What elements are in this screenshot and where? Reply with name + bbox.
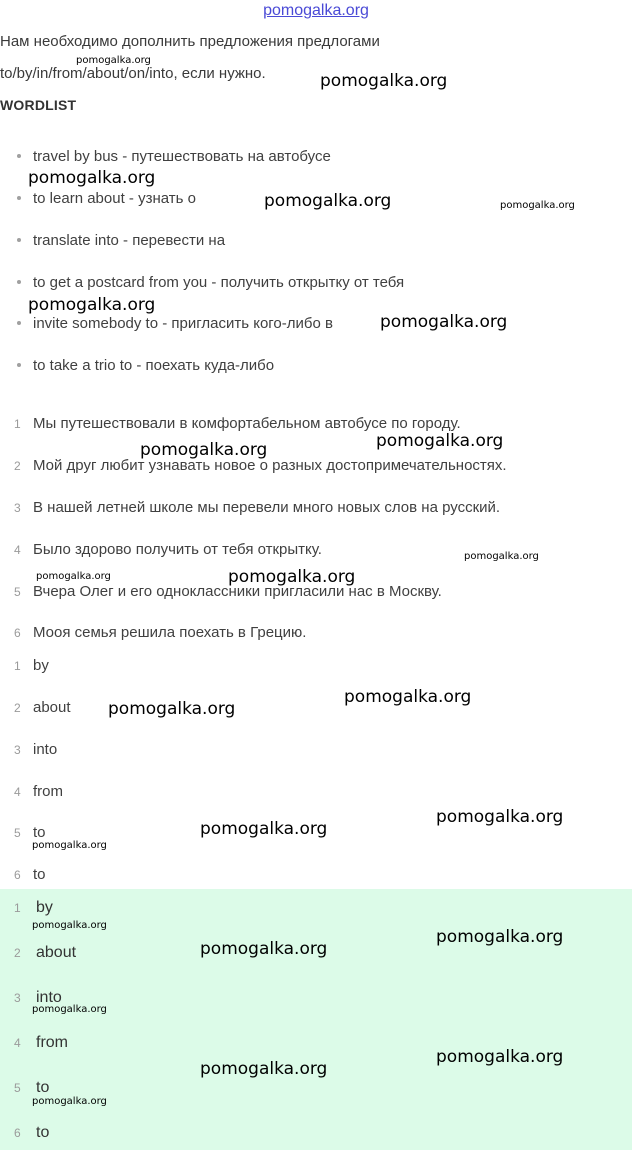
watermark: pomogalka.org	[436, 807, 564, 827]
wordlist-heading: WORDLIST	[0, 97, 77, 113]
sentence-row: 2 Мой друг любит узнавать новое о разных достопримечательностях.	[14, 457, 507, 474]
highlighted-answer-row: 5 to	[14, 1079, 50, 1096]
watermark: pomogalka.org	[200, 939, 328, 959]
watermark: pomogalka.org	[228, 567, 356, 587]
watermark: pomogalka.org	[500, 200, 575, 211]
bullet-icon	[17, 363, 21, 367]
wordlist-item: to get a postcard from you - получить открытку от тебя	[17, 274, 404, 291]
watermark: pomogalka.org	[32, 1004, 107, 1015]
watermark: pomogalka.org	[28, 168, 156, 188]
watermark: pomogalka.org	[344, 687, 472, 707]
highlighted-answer-row: 2 about	[14, 944, 77, 961]
answer-row: 4 from	[14, 783, 63, 800]
watermark: pomogalka.org	[140, 440, 268, 460]
sentence-row: 4 Было здорово получить от тебя открытку.	[14, 541, 322, 558]
watermark: pomogalka.org	[32, 840, 107, 851]
watermark: pomogalka.org	[36, 571, 111, 582]
sentence-row: 1 Мы путешествовали в комфортабельном автобусе по городу.	[14, 415, 461, 432]
watermark: pomogalka.org	[464, 551, 539, 562]
sentence-row: 3 В нашей летней школе мы перевели много новых слов на русский.	[14, 499, 501, 516]
highlighted-answer-row: 4 from	[14, 1034, 68, 1051]
answer-row: 5 to	[14, 824, 46, 841]
answer-row: 2 about	[14, 699, 71, 716]
sentence-row: 6 Мооя семья решила поехать в Грецию.	[14, 624, 307, 641]
wordlist-item: invite somebody to - пригласить кого-либо в	[17, 315, 333, 332]
watermark: pomogalka.org	[200, 819, 328, 839]
watermark: pomogalka.org	[264, 191, 392, 211]
instruction-line-2: to/by/in/from/about/on/into, если нужно.	[0, 65, 266, 82]
watermark: pomogalka.org	[436, 927, 564, 947]
sentence-row: 5 Вчера Олег и его одноклассники пригласили нас в Москву.	[14, 583, 442, 600]
wordlist-item: travel by bus - путешествовать на автобусе	[17, 148, 331, 165]
wordlist-item: to learn about - узнать о	[17, 190, 196, 207]
watermark: pomogalka.org	[108, 699, 236, 719]
watermark: pomogalka.org	[380, 312, 508, 332]
watermark: pomogalka.org	[376, 431, 504, 451]
watermark: pomogalka.org	[200, 1059, 328, 1079]
bullet-icon	[17, 321, 21, 325]
watermark: pomogalka.org	[32, 920, 107, 931]
watermark: pomogalka.org	[32, 1096, 107, 1107]
watermark: pomogalka.org	[320, 71, 448, 91]
answer-row: 6 to	[14, 866, 46, 883]
bullet-icon	[17, 154, 21, 158]
watermark: pomogalka.org	[436, 1047, 564, 1067]
bullet-icon	[17, 196, 21, 200]
bullet-icon	[17, 238, 21, 242]
watermark: pomogalka.org	[28, 295, 156, 315]
answer-row: 3 into	[14, 741, 58, 758]
wordlist-item: translate into - перевести на	[17, 232, 225, 249]
highlighted-answer-row: 6 to	[14, 1124, 50, 1141]
highlighted-answer-row: 1 by	[14, 899, 53, 916]
instruction-line-1: Нам необходимо дополнить предложения предлогами	[0, 33, 380, 50]
site-link[interactable]: pomogalka.org	[263, 2, 369, 19]
highlighted-answer-row: 3 into	[14, 989, 62, 1006]
wordlist-item: to take a trio to - поехать куда-либо	[17, 357, 274, 374]
answer-row: 1 by	[14, 657, 49, 674]
bullet-icon	[17, 280, 21, 284]
watermark: pomogalka.org	[76, 55, 151, 66]
